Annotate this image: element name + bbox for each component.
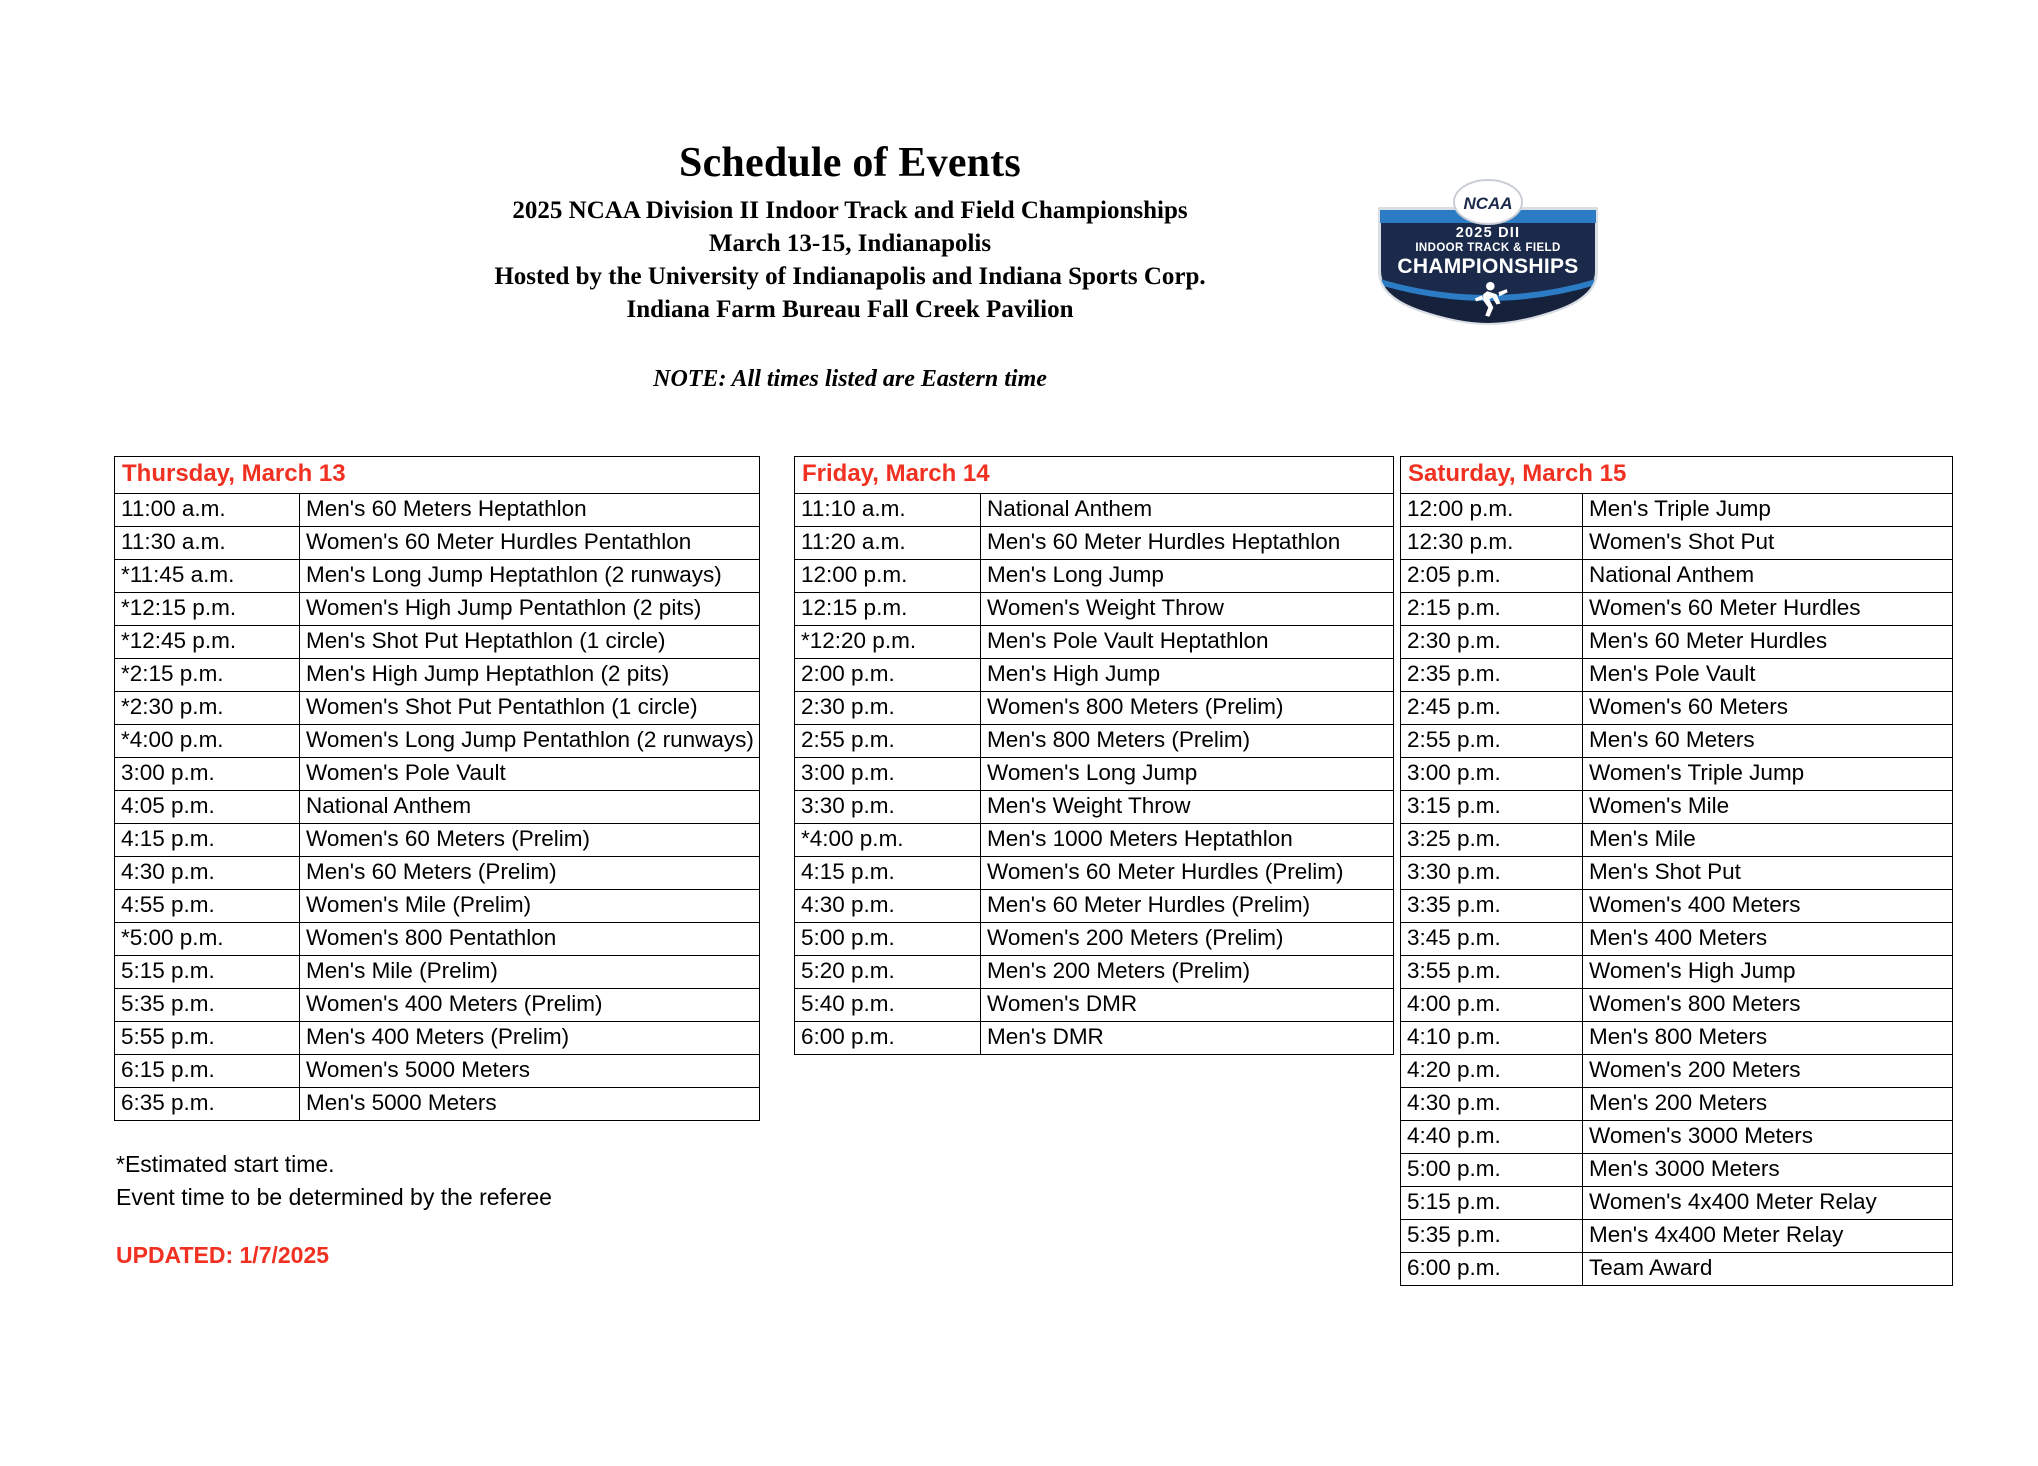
event-name: Women's 60 Meters [1583,692,1953,725]
event-name: Men's 60 Meter Hurdles [1583,626,1953,659]
event-name: Men's 60 Meter Hurdles Heptathlon [981,527,1394,560]
table-row [795,593,1394,626]
event-name: National Anthem [1583,560,1953,593]
event-name: Women's Shot Put Pentathlon (1 circle) [300,692,760,725]
table-row [1401,1088,1953,1121]
event-name: Men's High Jump Heptathlon (2 pits) [300,659,760,692]
footnotes [116,1148,552,1213]
event-time: 5:00 p.m. [795,923,981,956]
table-row [115,626,760,659]
day-header-friday: Friday, March 14 [795,457,1394,494]
event-time: 5:15 p.m. [115,956,300,989]
event-time: 2:30 p.m. [795,692,981,725]
table-row [115,956,760,989]
table-row [795,626,1394,659]
event-name: Men's 60 Meters Heptathlon [300,494,760,527]
event-time: 2:35 p.m. [1401,659,1583,692]
svg-text:NCAA: NCAA [1463,194,1513,213]
table-row [1401,1022,1953,1055]
svg-text:INDOOR TRACK & FIELD: INDOOR TRACK & FIELD [1415,242,1561,254]
table-header-row [1401,457,1953,494]
table-row [1401,824,1953,857]
table-row [115,560,760,593]
event-name: National Anthem [300,791,760,824]
table-row [1401,890,1953,923]
event-time: 2:15 p.m. [1401,593,1583,626]
table-row [1401,989,1953,1022]
table-row [1401,1253,1953,1286]
table-row [115,593,760,626]
table-row [795,923,1394,956]
schedule-body-thursday [115,494,760,1121]
event-time: 4:20 p.m. [1401,1055,1583,1088]
event-time: 12:00 p.m. [795,560,981,593]
event-time: 3:15 p.m. [1401,791,1583,824]
event-time: 12:00 p.m. [1401,494,1583,527]
event-time: 11:00 a.m. [115,494,300,527]
table-row [1401,626,1953,659]
event-name: Women's 60 Meter Hurdles Pentathlon [300,527,760,560]
table-row [795,857,1394,890]
table-row [115,725,760,758]
table-row [1401,659,1953,692]
event-name: Women's DMR [981,989,1394,1022]
event-name: Men's 800 Meters (Prelim) [981,725,1394,758]
event-time: *12:15 p.m. [115,593,300,626]
event-name: Women's 800 Pentathlon [300,923,760,956]
event-name: Men's Long Jump [981,560,1394,593]
event-time: 4:00 p.m. [1401,989,1583,1022]
event-time: 4:30 p.m. [1401,1088,1583,1121]
event-time: 4:15 p.m. [795,857,981,890]
table-row [1401,494,1953,527]
schedule-table-friday [794,456,1394,1055]
event-name: Women's 800 Meters (Prelim) [981,692,1394,725]
event-name: Team Award [1583,1253,1953,1286]
table-header-row [115,457,760,494]
event-name: Men's Pole Vault [1583,659,1953,692]
event-name: Women's 60 Meter Hurdles (Prelim) [981,857,1394,890]
svg-text:2025 DII: 2025 DII [1455,225,1521,241]
event-time: 4:15 p.m. [115,824,300,857]
event-time: 3:00 p.m. [1401,758,1583,791]
table-row [795,956,1394,989]
event-name: Women's Long Jump Pentathlon (2 runways) [300,725,760,758]
subtitle-host: Hosted by the University of Indianapolis and Indiana Sports Corp. [494,263,1206,291]
table-row [115,890,760,923]
event-time: 4:10 p.m. [1401,1022,1583,1055]
event-name: Men's 5000 Meters [300,1088,760,1121]
page-title: Schedule of Events [679,140,1021,186]
table-row [1401,1220,1953,1253]
table-row [795,1022,1394,1055]
event-name: Women's 400 Meters [1583,890,1953,923]
table-row [1401,725,1953,758]
event-name: Men's 60 Meter Hurdles (Prelim) [981,890,1394,923]
table-row [795,758,1394,791]
table-row [795,989,1394,1022]
event-name: Men's Mile [1583,824,1953,857]
timezone-note: NOTE: All times listed are Eastern time [653,366,1047,393]
event-name: Men's 1000 Meters Heptathlon [981,824,1394,857]
event-name: Men's Pole Vault Heptathlon [981,626,1394,659]
event-time: *2:15 p.m. [115,659,300,692]
event-name: Women's Long Jump [981,758,1394,791]
table-row [1401,1187,1953,1220]
event-time: 5:35 p.m. [115,989,300,1022]
event-name: Men's Weight Throw [981,791,1394,824]
event-time: 3:00 p.m. [795,758,981,791]
event-time: 4:30 p.m. [115,857,300,890]
event-time: 3:25 p.m. [1401,824,1583,857]
event-time: 11:30 a.m. [115,527,300,560]
event-time: *5:00 p.m. [115,923,300,956]
event-time: 2:05 p.m. [1401,560,1583,593]
subtitle-venue: Indiana Farm Bureau Fall Creek Pavilion [626,296,1074,324]
event-time: *2:30 p.m. [115,692,300,725]
table-row [1401,1154,1953,1187]
table-row [795,494,1394,527]
table-row [1401,692,1953,725]
footnote-estimated-start: *Estimated start time. [116,1151,335,1177]
event-name: Women's Pole Vault [300,758,760,791]
event-name: National Anthem [981,494,1394,527]
day-column-thursday [114,456,760,1121]
event-name: Men's 60 Meters (Prelim) [300,857,760,890]
schedule-table-saturday [1400,456,1953,1286]
event-name: Men's Long Jump Heptathlon (2 runways) [300,560,760,593]
table-row [115,527,760,560]
event-time: 6:00 p.m. [1401,1253,1583,1286]
event-name: Women's 400 Meters (Prelim) [300,989,760,1022]
event-time: 3:55 p.m. [1401,956,1583,989]
event-time: 2:55 p.m. [1401,725,1583,758]
day-header-saturday: Saturday, March 15 [1401,457,1953,494]
schedule-body-friday [795,494,1394,1055]
table-row [115,1022,760,1055]
table-row [115,659,760,692]
event-name: Men's Shot Put Heptathlon (1 circle) [300,626,760,659]
table-row [115,692,760,725]
championship-badge-icon [1368,175,1608,325]
updated-date: UPDATED: 1/7/2025 [116,1242,330,1268]
event-time: 2:55 p.m. [795,725,981,758]
event-time: 5:15 p.m. [1401,1187,1583,1220]
table-row [795,659,1394,692]
event-name: Women's Weight Throw [981,593,1394,626]
table-row [1401,593,1953,626]
event-name: Men's Shot Put [1583,857,1953,890]
event-name: Men's 800 Meters [1583,1022,1953,1055]
event-time: *4:00 p.m. [795,824,981,857]
event-time: 2:00 p.m. [795,659,981,692]
event-name: Men's DMR [981,1022,1394,1055]
event-time: 5:55 p.m. [115,1022,300,1055]
event-name: Women's 4x400 Meter Relay [1583,1187,1953,1220]
ncaa-championship-logo [1368,175,1608,325]
event-time: 6:00 p.m. [795,1022,981,1055]
event-name: Women's 3000 Meters [1583,1121,1953,1154]
event-name: Men's 400 Meters [1583,923,1953,956]
event-name: Women's 60 Meters (Prelim) [300,824,760,857]
event-time: 11:10 a.m. [795,494,981,527]
event-time: 11:20 a.m. [795,527,981,560]
table-row [1401,956,1953,989]
table-row [1401,527,1953,560]
table-row [795,824,1394,857]
table-row [1401,758,1953,791]
event-name: Men's 200 Meters [1583,1088,1953,1121]
table-row [115,923,760,956]
event-time: 5:35 p.m. [1401,1220,1583,1253]
event-time: 4:30 p.m. [795,890,981,923]
event-time: 6:15 p.m. [115,1055,300,1088]
event-time: *12:45 p.m. [115,626,300,659]
table-row [795,890,1394,923]
event-time: *4:00 p.m. [115,725,300,758]
schedule-columns [0,456,2038,1281]
table-row [1401,560,1953,593]
event-time: 4:55 p.m. [115,890,300,923]
event-time: 6:35 p.m. [115,1088,300,1121]
day-column-saturday [1400,456,1953,1286]
event-time: 3:45 p.m. [1401,923,1583,956]
subtitle-dates: March 13-15, Indianapolis [708,230,992,258]
event-time: 5:40 p.m. [795,989,981,1022]
table-row [795,791,1394,824]
event-time: 5:20 p.m. [795,956,981,989]
table-row [115,494,760,527]
event-name: Women's 800 Meters [1583,989,1953,1022]
table-row [115,989,760,1022]
event-time: 2:45 p.m. [1401,692,1583,725]
table-row [115,791,760,824]
event-time: *11:45 a.m. [115,560,300,593]
svg-text:CHAMPIONSHIPS: CHAMPIONSHIPS [1397,255,1579,278]
event-time: 3:00 p.m. [115,758,300,791]
table-row [1401,857,1953,890]
table-row [115,857,760,890]
event-name: Men's 3000 Meters [1583,1154,1953,1187]
event-time: 4:40 p.m. [1401,1121,1583,1154]
event-name: Women's Mile (Prelim) [300,890,760,923]
event-name: Women's Shot Put [1583,527,1953,560]
table-row [1401,791,1953,824]
event-name: Women's High Jump [1583,956,1953,989]
table-row [115,1088,760,1121]
event-time: 3:30 p.m. [795,791,981,824]
table-row [795,692,1394,725]
event-time: 4:05 p.m. [115,791,300,824]
subtitle-championship: 2025 NCAA Division II Indoor Track and Field Championships [512,197,1188,225]
event-name: Men's High Jump [981,659,1394,692]
table-row [795,725,1394,758]
event-name: Women's Mile [1583,791,1953,824]
table-row [115,824,760,857]
event-name: Men's 60 Meters [1583,725,1953,758]
event-time: 5:00 p.m. [1401,1154,1583,1187]
event-time: 3:35 p.m. [1401,890,1583,923]
table-row [115,1055,760,1088]
event-time: 12:15 p.m. [795,593,981,626]
event-time: 2:30 p.m. [1401,626,1583,659]
table-row [115,758,760,791]
event-name: Women's High Jump Pentathlon (2 pits) [300,593,760,626]
table-row [795,560,1394,593]
table-row [1401,923,1953,956]
event-name: Women's 200 Meters (Prelim) [981,923,1394,956]
event-name: Men's 4x400 Meter Relay [1583,1220,1953,1253]
schedule-table-thursday [114,456,760,1121]
event-time: 3:30 p.m. [1401,857,1583,890]
table-row [1401,1055,1953,1088]
event-name: Women's 60 Meter Hurdles [1583,593,1953,626]
event-name: Women's Triple Jump [1583,758,1953,791]
table-row [1401,1121,1953,1154]
event-name: Women's 200 Meters [1583,1055,1953,1088]
day-header-thursday: Thursday, March 13 [115,457,760,494]
event-name: Men's 400 Meters (Prelim) [300,1022,760,1055]
table-row [795,527,1394,560]
event-time: *12:20 p.m. [795,626,981,659]
event-name: Men's Triple Jump [1583,494,1953,527]
event-time: 12:30 p.m. [1401,527,1583,560]
table-header-row [795,457,1394,494]
event-name: Women's 5000 Meters [300,1055,760,1088]
event-name: Men's 200 Meters (Prelim) [981,956,1394,989]
footnote-referee: Event time to be determined by the referee [116,1183,552,1210]
day-column-friday [794,456,1394,1055]
schedule-body-saturday [1401,494,1953,1286]
event-name: Men's Mile (Prelim) [300,956,760,989]
